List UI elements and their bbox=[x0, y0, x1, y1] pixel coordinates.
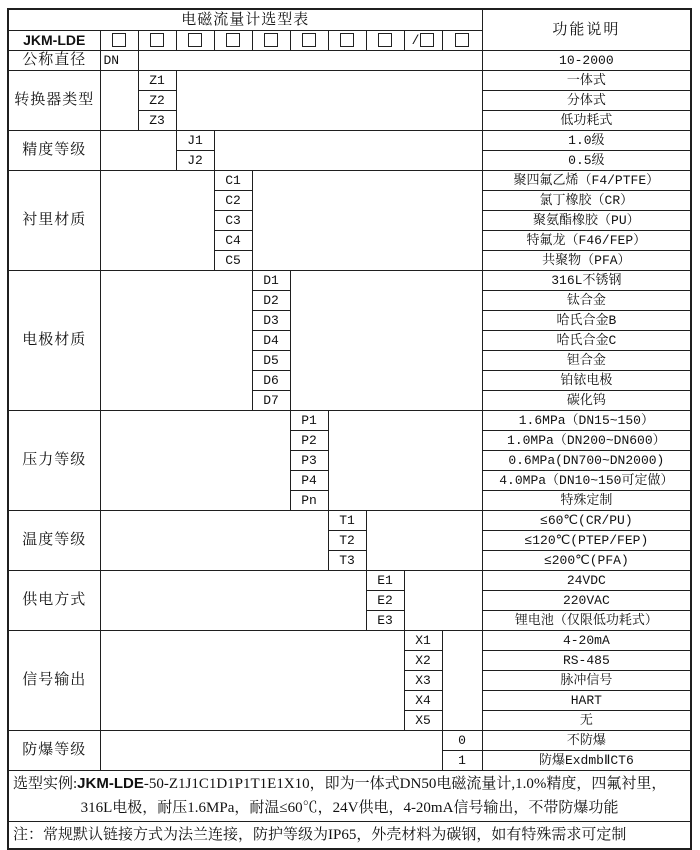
code-cell: E1 bbox=[366, 571, 404, 591]
ladder-spacer bbox=[100, 131, 176, 171]
desc-cell: 24VDC bbox=[482, 571, 691, 591]
ladder-spacer bbox=[100, 571, 366, 631]
row-label-nominal-diameter: 公称直径 bbox=[8, 51, 100, 71]
ladder-spacer bbox=[290, 271, 482, 411]
row-label-signal-output: 信号输出 bbox=[8, 631, 100, 731]
model-digit-cell-5 bbox=[252, 31, 290, 51]
model-digit-cell-8 bbox=[366, 31, 404, 51]
desc-cell: 聚四氟乙烯（F4/PTFE） bbox=[482, 171, 691, 191]
code-cell: C2 bbox=[214, 191, 252, 211]
code-cell: T2 bbox=[328, 531, 366, 551]
code-cell: 1 bbox=[442, 751, 482, 771]
checkbox-square-icon bbox=[378, 33, 392, 47]
code-cell: D4 bbox=[252, 331, 290, 351]
desc-cell: 特殊定制 bbox=[482, 491, 691, 511]
code-cell: X1 bbox=[404, 631, 442, 651]
ladder-spacer bbox=[404, 571, 482, 631]
example-prefix: 选型实例: bbox=[13, 776, 78, 792]
desc-cell: 0.6MPa(DN700~DN2000) bbox=[482, 451, 691, 471]
desc-cell: 4-20mA bbox=[482, 631, 691, 651]
code-cell: X2 bbox=[404, 651, 442, 671]
desc-cell: 铂铱电极 bbox=[482, 371, 691, 391]
selection-sheet bbox=[7, 8, 692, 850]
code-cell: X4 bbox=[404, 691, 442, 711]
ladder-spacer bbox=[176, 71, 482, 131]
selection-example-block bbox=[8, 771, 691, 822]
example-model-code: JKM-LDE bbox=[77, 775, 144, 792]
code-cell: P2 bbox=[290, 431, 328, 451]
desc-cell: 1.6MPa（DN15~150） bbox=[482, 411, 691, 431]
selection-example-line1 bbox=[9, 771, 690, 796]
code-cell: P3 bbox=[290, 451, 328, 471]
desc-cell: ≤120℃(PTEP/FEP) bbox=[482, 531, 691, 551]
desc-cell: RS-485 bbox=[482, 651, 691, 671]
row-label-electrode-material: 电极材质 bbox=[8, 271, 100, 411]
model-digit-cell-6 bbox=[290, 31, 328, 51]
code-cell: C4 bbox=[214, 231, 252, 251]
model-digit-cell-1 bbox=[100, 31, 138, 51]
example-line1-text: -50-Z1J1C1D1P1T1E1X10，即为一体式DN50电磁流量计,1.0%精度，四氟衬里， bbox=[143, 776, 667, 792]
desc-cell: 10-2000 bbox=[482, 51, 691, 71]
checkbox-square-icon bbox=[455, 33, 469, 47]
model-digit-cell-10 bbox=[442, 31, 482, 51]
code-cell: D6 bbox=[252, 371, 290, 391]
code-cell: Z3 bbox=[138, 111, 176, 131]
code-cell: C3 bbox=[214, 211, 252, 231]
desc-cell: 0.5级 bbox=[482, 151, 691, 171]
row-label-accuracy-class: 精度等级 bbox=[8, 131, 100, 171]
model-digit-cell-3 bbox=[176, 31, 214, 51]
code-cell: T3 bbox=[328, 551, 366, 571]
ladder-spacer bbox=[100, 271, 252, 411]
ladder-spacer bbox=[100, 731, 442, 771]
desc-cell: ≤200℃(PFA) bbox=[482, 551, 691, 571]
row-label-lining-material: 衬里材质 bbox=[8, 171, 100, 271]
selection-table bbox=[7, 8, 692, 850]
code-cell: D5 bbox=[252, 351, 290, 371]
desc-cell: 钛合金 bbox=[482, 291, 691, 311]
code-cell: J1 bbox=[176, 131, 214, 151]
checkbox-square-icon bbox=[188, 33, 202, 47]
note-line: 注：常规默认链接方式为法兰连接，防护等级为IP65，外壳材料为碳钢，如有特殊需求可定制 bbox=[8, 822, 691, 850]
desc-cell: 分体式 bbox=[482, 91, 691, 111]
code-cell: X5 bbox=[404, 711, 442, 731]
code-cell: C1 bbox=[214, 171, 252, 191]
row-label-power-supply: 供电方式 bbox=[8, 571, 100, 631]
row-label-pressure-rating: 压力等级 bbox=[8, 411, 100, 511]
desc-cell: HART bbox=[482, 691, 691, 711]
checkbox-square-icon bbox=[302, 33, 316, 47]
function-column-header: 功能说明 bbox=[482, 9, 691, 51]
code-cell: D1 bbox=[252, 271, 290, 291]
checkbox-square-icon bbox=[112, 33, 126, 47]
model-digit-cell-4 bbox=[214, 31, 252, 51]
desc-cell: 哈氏合金C bbox=[482, 331, 691, 351]
ladder-spacer bbox=[138, 51, 482, 71]
code-cell: E2 bbox=[366, 591, 404, 611]
desc-cell: 316L不锈钢 bbox=[482, 271, 691, 291]
model-digit-cell-2 bbox=[138, 31, 176, 51]
desc-cell: 1.0级 bbox=[482, 131, 691, 151]
row-label-converter-type: 转换器类型 bbox=[8, 71, 100, 131]
code-cell: Pn bbox=[290, 491, 328, 511]
ladder-spacer bbox=[100, 71, 138, 131]
row-label-temperature-rating: 温度等级 bbox=[8, 511, 100, 571]
desc-cell: 特氟龙（F46/FEP） bbox=[482, 231, 691, 251]
table-title: 电磁流量计选型表 bbox=[8, 9, 482, 31]
desc-cell: 无 bbox=[482, 711, 691, 731]
desc-cell: 1.0MPa（DN200~DN600） bbox=[482, 431, 691, 451]
ladder-spacer bbox=[100, 411, 290, 511]
checkbox-square-icon bbox=[150, 33, 164, 47]
code-cell: Z2 bbox=[138, 91, 176, 111]
model-digit-cell-9 bbox=[404, 31, 442, 51]
code-cell: X3 bbox=[404, 671, 442, 691]
code-cell: 0 bbox=[442, 731, 482, 751]
desc-cell: 哈氏合金B bbox=[482, 311, 691, 331]
desc-cell: 低功耗式 bbox=[482, 111, 691, 131]
code-cell: T1 bbox=[328, 511, 366, 531]
desc-cell: 共聚物（PFA） bbox=[482, 251, 691, 271]
code-cell: P4 bbox=[290, 471, 328, 491]
checkbox-square-icon bbox=[420, 33, 434, 47]
row-label-explosion-proof-rating: 防爆等级 bbox=[8, 731, 100, 771]
code-cell: D3 bbox=[252, 311, 290, 331]
ladder-spacer bbox=[328, 411, 482, 511]
code-cell: DN bbox=[100, 51, 138, 71]
ladder-spacer bbox=[100, 511, 328, 571]
checkbox-square-icon bbox=[226, 33, 240, 47]
ladder-spacer bbox=[252, 171, 482, 271]
code-cell: D2 bbox=[252, 291, 290, 311]
code-cell: E3 bbox=[366, 611, 404, 631]
desc-cell: 钽合金 bbox=[482, 351, 691, 371]
checkbox-square-icon bbox=[340, 33, 354, 47]
desc-cell: 锂电池（仅限低功耗式） bbox=[482, 611, 691, 631]
ladder-spacer bbox=[100, 171, 214, 271]
code-cell: D7 bbox=[252, 391, 290, 411]
ladder-spacer bbox=[442, 631, 482, 731]
selection-example-line2: 316L电极，耐压1.6MPa，耐温≤60℃，24V供电，4-20mA信号输出，不带防爆功能 bbox=[80, 800, 619, 816]
desc-cell: ≤60℃(CR/PU) bbox=[482, 511, 691, 531]
desc-cell: 碳化钨 bbox=[482, 391, 691, 411]
ladder-spacer bbox=[366, 511, 482, 571]
code-cell: C5 bbox=[214, 251, 252, 271]
checkbox-square-icon bbox=[264, 33, 278, 47]
code-cell: Z1 bbox=[138, 71, 176, 91]
desc-cell: 4.0MPa（DN10~150可定做） bbox=[482, 471, 691, 491]
model-prefix-cell: JKM-LDE bbox=[8, 31, 100, 51]
desc-cell: 氯丁橡胶（CR） bbox=[482, 191, 691, 211]
ladder-spacer bbox=[100, 631, 404, 731]
code-cell: J2 bbox=[176, 151, 214, 171]
desc-cell: 不防爆 bbox=[482, 731, 691, 751]
ladder-spacer bbox=[214, 131, 482, 171]
desc-cell: 220VAC bbox=[482, 591, 691, 611]
code-cell: P1 bbox=[290, 411, 328, 431]
slash-separator: / bbox=[411, 33, 420, 48]
desc-cell: 聚氨酯橡胶（PU） bbox=[482, 211, 691, 231]
desc-cell: 脉冲信号 bbox=[482, 671, 691, 691]
desc-cell: 一体式 bbox=[482, 71, 691, 91]
model-digit-cell-7 bbox=[328, 31, 366, 51]
desc-cell: 防爆ExdmbⅡCT6 bbox=[482, 751, 691, 771]
